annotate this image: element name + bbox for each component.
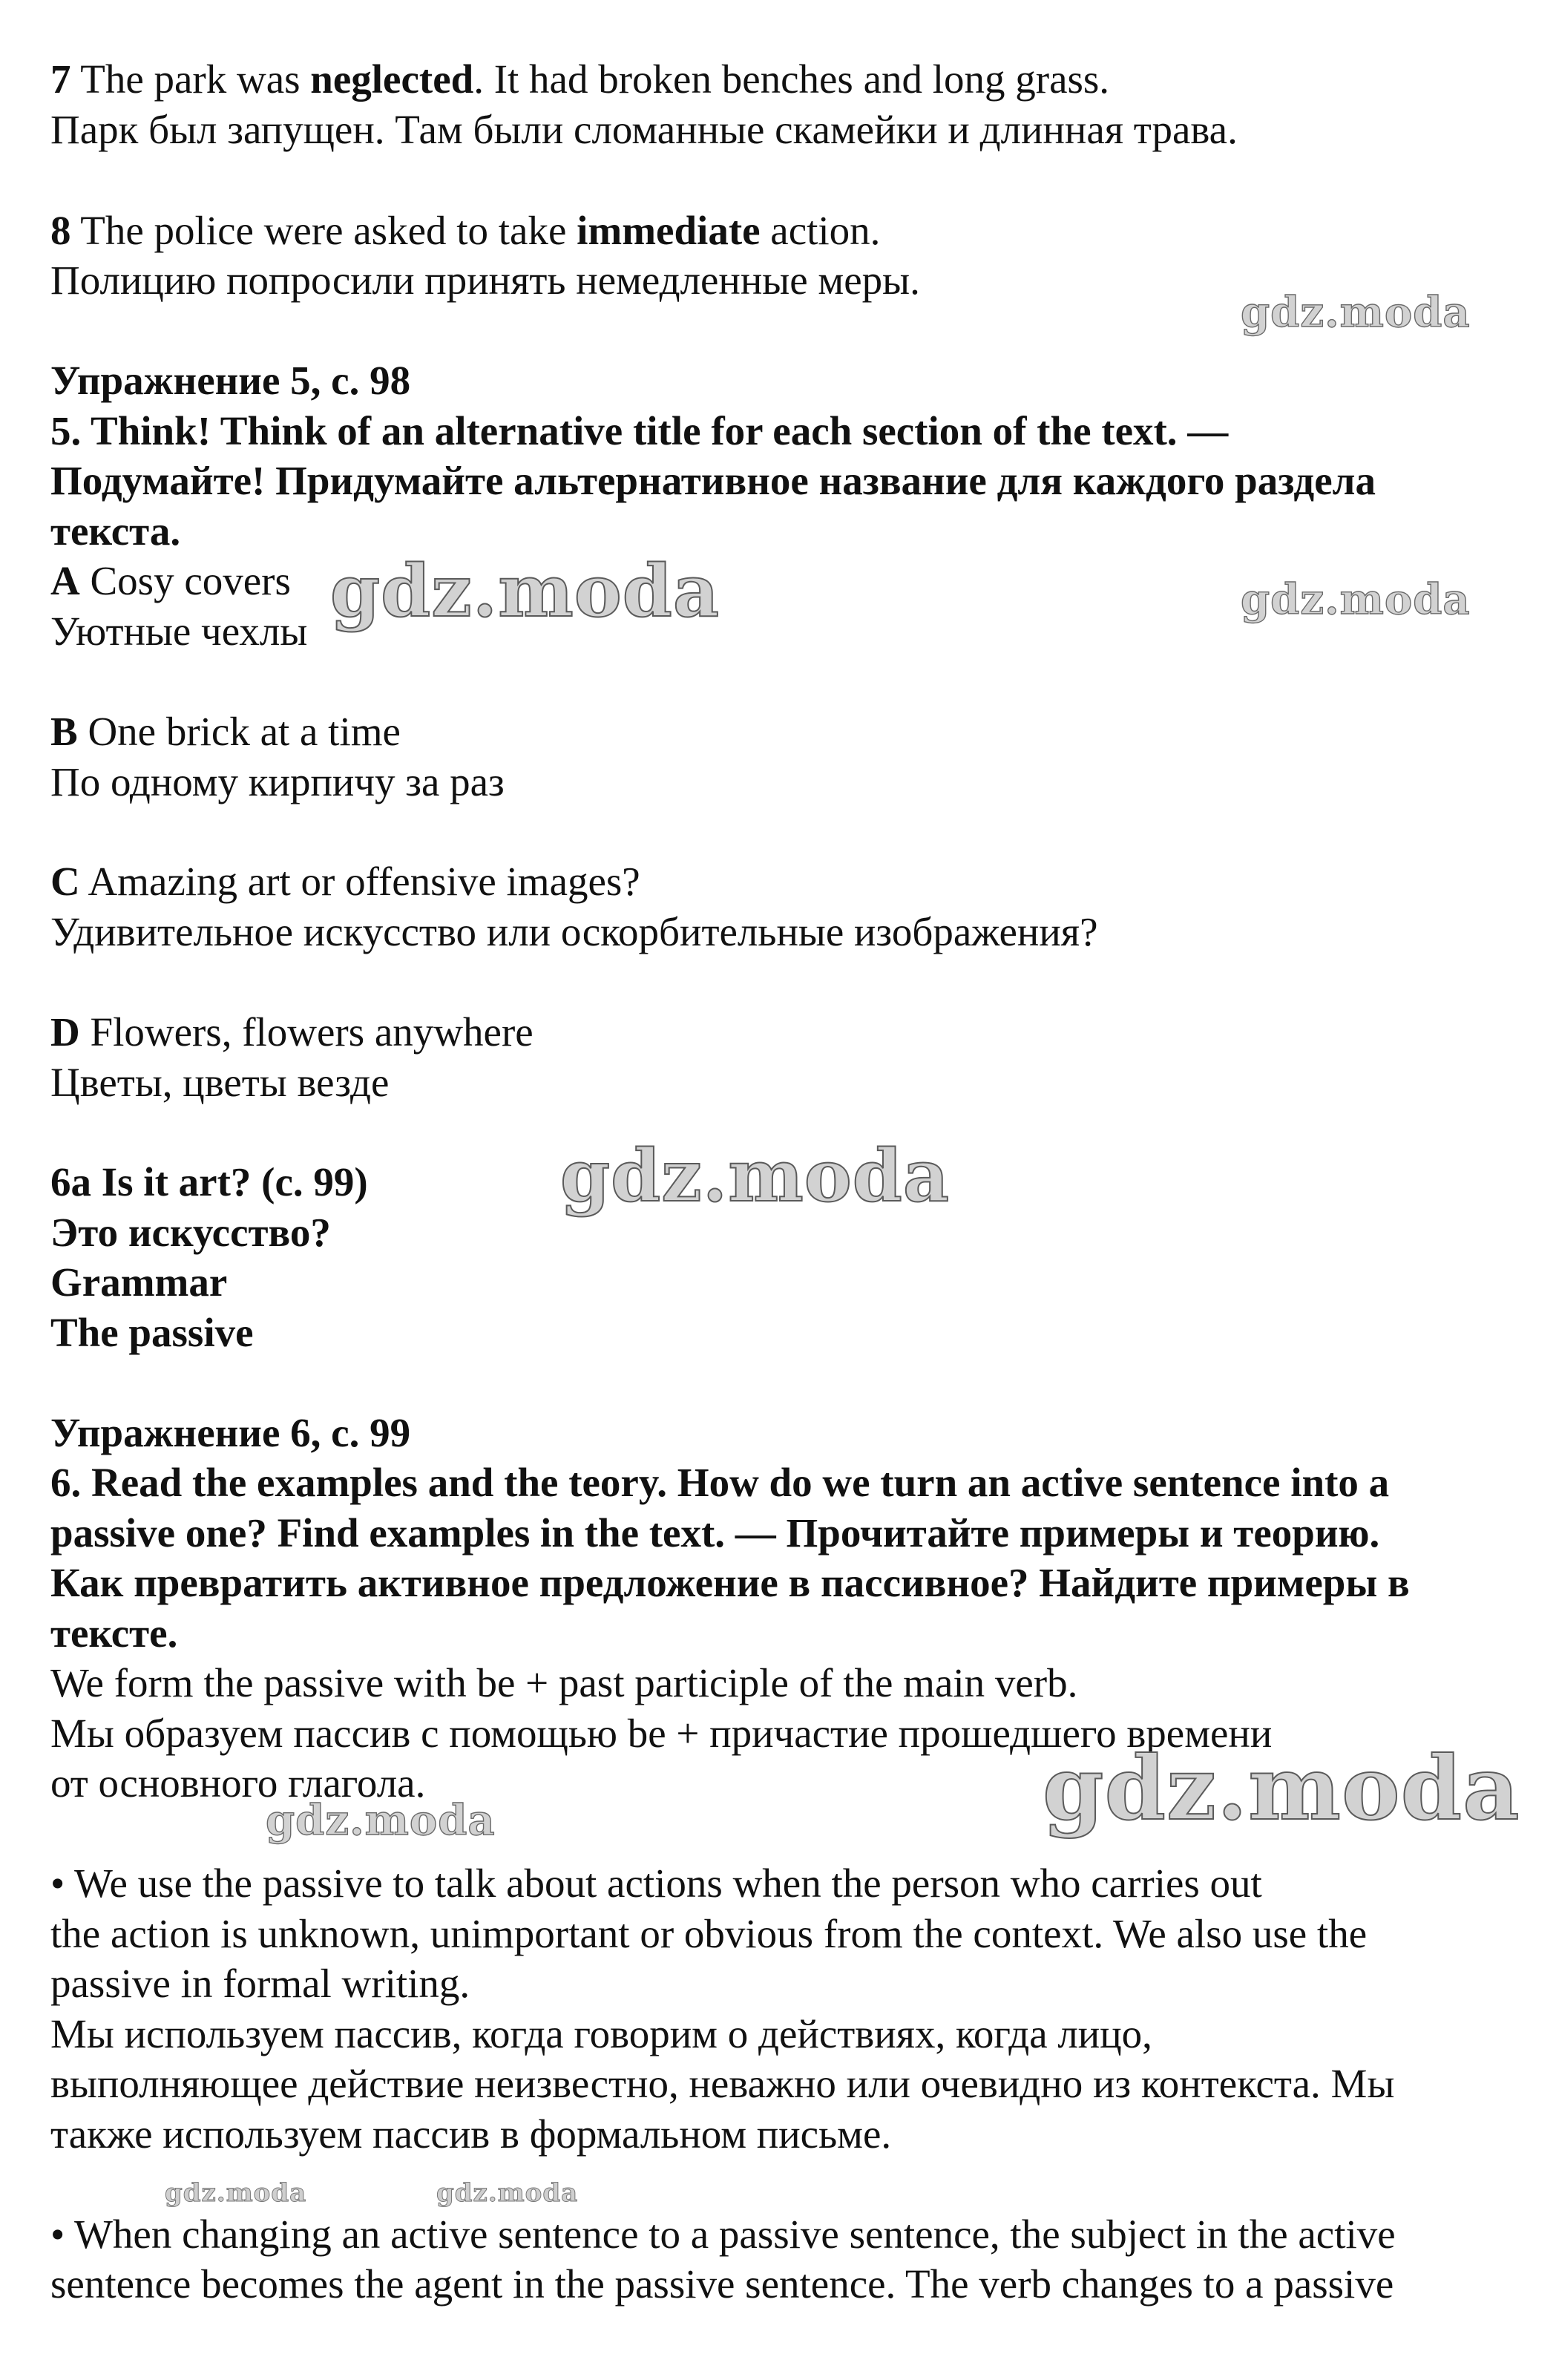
item-number: 8 [50,208,71,253]
watermark: gdz.moda [165,2178,307,2208]
answer-c-ru: Удивительное искусство или оскорбительные изображения? [50,909,1098,954]
answer-d-ru: Цветы, цветы везде [50,1060,390,1105]
watermark: gdz.moda [266,1796,496,1845]
watermark: gdz.moda [1241,288,1471,337]
rule-form-ru: Мы образуем пассив с помощью be + причастие прошедшего времени [50,1711,1273,1756]
answer-text: Amazing art or offensive images? [79,859,640,904]
answer-c-en [50,857,640,906]
exercise-6-task-line: тексте. [50,1610,178,1656]
rule-use-ru: выполняющее действие неизвестно, неважно или очевидно из контекста. Мы [50,2061,1395,2106]
watermark: gdz.moda [1241,575,1471,624]
rule-use-ru: также используем пассив в формальном письме. [50,2111,892,2157]
watermark: gdz.moda [1043,1737,1520,1840]
answer-letter: C [50,859,80,904]
answer-text: Flowers, flowers anywhere [79,1009,534,1055]
answer-letter: B [50,709,78,754]
exercise-6-task-line: passive one? Find examples in the text. — Прочитайте примеры и теорию. [50,1510,1380,1555]
unit-title: 6a Is it art? (c. 99) [50,1159,368,1204]
answer-b-en [50,707,401,756]
item-text: The police were asked to take [70,208,577,253]
answer-letter: A [50,558,80,603]
unit-title-ru: Это искусство? [50,1210,331,1255]
exercise-6-task-line: Как превратить активное предложение в пассивное? Найдите примеры в [50,1560,1410,1605]
exercise-5-task-line: текста. [50,508,181,554]
item-text: action. [760,208,881,253]
rule-use-en: the action is unknown, unimportant or obvious from the context. We also use the [50,1911,1368,1956]
item-number: 7 [50,56,71,102]
watermark: gdz.moda [560,1134,951,1218]
item-text: The park was [70,56,311,102]
item-7-ru: Парк был запущен. Там были сломанные скамейки и длинная трава. [50,107,1238,152]
rule-use-ru: Мы используем пассив, когда говорим о действиях, когда лицо, [50,2011,1152,2056]
rule-form-ru: от основного глагола. [50,1760,426,1806]
answer-a-ru: Уютные чехлы [50,609,308,654]
rule-use-en: passive in formal writing. [50,1961,470,2006]
watermark: gdz.moda [330,549,720,633]
rule-change-en: sentence becomes the agent in the passive sentence. The verb changes to a passive [50,2261,1394,2307]
vocab-word: immediate [577,208,761,253]
exercise-6-task-line: 6. Read the examples and the teory. How do we turn an active sentence into a [50,1460,1390,1505]
watermark: gdz.moda [436,2178,579,2208]
item-8-en [50,206,880,255]
exercise-5-heading: Упражнение 5, с. 98 [50,358,411,403]
answer-d-en [50,1008,534,1057]
vocab-word: neglected [310,56,474,102]
answer-a-en [50,557,291,606]
answer-letter: D [50,1009,80,1055]
rule-change-en: • When changing an active sentence to a passive sentence, the subject in the active [50,2212,1396,2257]
section-label: Grammar [50,1259,228,1305]
exercise-5-task-line: 5. Think! Think of an alternative title for each section of the text. — [50,408,1229,453]
exercise-6-heading: Упражнение 6, с. 99 [50,1410,411,1455]
item-7-en [50,55,1109,104]
rule-use-en: • We use the passive to talk about actions when the person who carries out [50,1861,1262,1906]
grammar-topic: The passive [50,1310,254,1355]
item-8-ru: Полицию попросили принять немедленные меры. [50,258,920,303]
answer-b-ru: По одному кирпичу за раз [50,759,505,804]
answer-text: Cosy covers [79,558,291,603]
exercise-5-task-line: Подумайте! Придумайте альтернативное название для каждого раздела [50,458,1376,503]
item-text: . It had broken benches and long grass. [473,56,1110,102]
rule-form-en: We form the passive with be + past participle of the main verb. [50,1660,1078,1705]
answer-text: One brick at a time [77,709,401,754]
